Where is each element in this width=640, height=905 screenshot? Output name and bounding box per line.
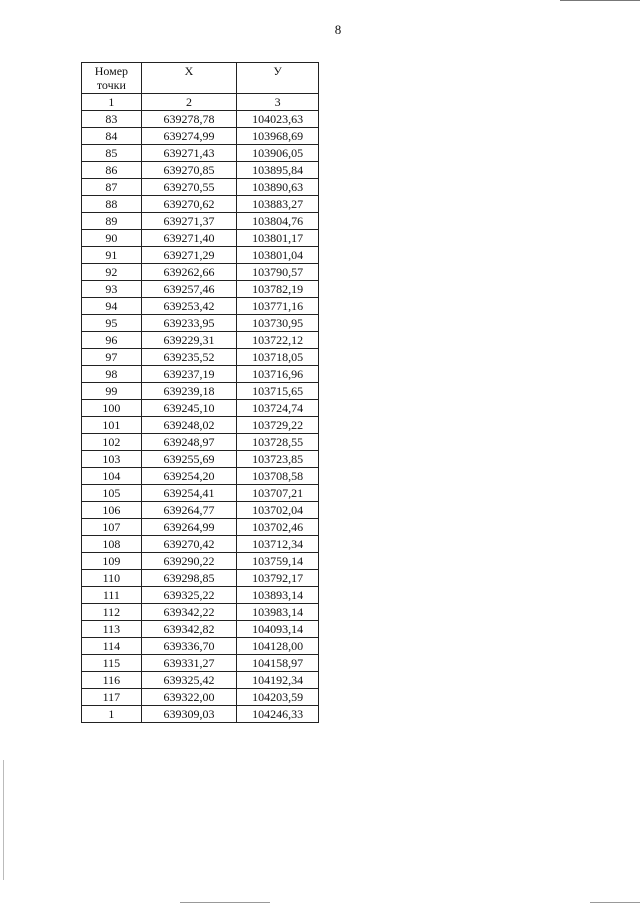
table-row: [82, 417, 319, 434]
table-row: [82, 349, 319, 366]
cell-y: 103730,95: [237, 315, 319, 332]
table-row: [82, 451, 319, 468]
top-edge-rule: [560, 0, 640, 1]
cell-point-number: 95: [82, 315, 142, 332]
cell-x: 639254,41: [141, 485, 237, 502]
cell-point-number: 104: [82, 468, 142, 485]
cell-x: 639257,46: [141, 281, 237, 298]
cell-x: 639248,97: [141, 434, 237, 451]
cell-y: 103708,58: [237, 468, 319, 485]
cell-y: 103895,84: [237, 162, 319, 179]
table-row: [82, 264, 319, 281]
cell-point-number: 87: [82, 179, 142, 196]
cell-point-number: 83: [82, 111, 142, 128]
page-number: 8: [334, 22, 342, 37]
table-row: [82, 111, 319, 128]
cell-y: 103804,76: [237, 213, 319, 230]
cell-x: 639248,02: [141, 417, 237, 434]
cell-point-number: 111: [82, 587, 142, 604]
table-row: [82, 366, 319, 383]
cell-y: 103715,65: [237, 383, 319, 400]
cell-point-number: 94: [82, 298, 142, 315]
cell-x: 639264,77: [141, 502, 237, 519]
cell-point-number: 88: [82, 196, 142, 213]
cell-point-number: 110: [82, 570, 142, 587]
cell-y: 103883,27: [237, 196, 319, 213]
cell-y: 103782,19: [237, 281, 319, 298]
cell-point-number: 91: [82, 247, 142, 264]
cell-y: 104192,34: [237, 672, 319, 689]
cell-x: 639270,85: [141, 162, 237, 179]
table-row: [82, 689, 319, 706]
cell-y: 103707,21: [237, 485, 319, 502]
cell-x: 639298,85: [141, 570, 237, 587]
cell-x: 639325,22: [141, 587, 237, 604]
cell-y: 103712,34: [237, 536, 319, 553]
cell-x: 639253,42: [141, 298, 237, 315]
cell-x: 639270,62: [141, 196, 237, 213]
cell-y: 104093,14: [237, 621, 319, 638]
cell-point-number: 105: [82, 485, 142, 502]
table-row: [82, 230, 319, 247]
cell-point-number: 90: [82, 230, 142, 247]
table-row: [82, 638, 319, 655]
table-row: [82, 383, 319, 400]
table-row: [82, 468, 319, 485]
cell-point-number: 99: [82, 383, 142, 400]
cell-point-number: 108: [82, 536, 142, 553]
cell-point-number: 92: [82, 264, 142, 281]
cell-point-number: 85: [82, 145, 142, 162]
table-row: [82, 247, 319, 264]
coordinates-table: [81, 62, 319, 723]
cell-point-number: 97: [82, 349, 142, 366]
cell-x: 639278,78: [141, 111, 237, 128]
cell-x: 639235,52: [141, 349, 237, 366]
cell-y: 103716,96: [237, 366, 319, 383]
bottom-edge-mark: [180, 902, 270, 903]
header-point-number: Номер точки: [82, 63, 142, 94]
table-row: [82, 485, 319, 502]
table-index-row: [82, 94, 319, 111]
cell-x: 639342,22: [141, 604, 237, 621]
cell-x: 639290,22: [141, 553, 237, 570]
cell-x: 639262,66: [141, 264, 237, 281]
cell-y: 103728,55: [237, 434, 319, 451]
table-row: [82, 604, 319, 621]
cell-point-number: 89: [82, 213, 142, 230]
cell-y: 104128,00: [237, 638, 319, 655]
cell-point-number: 84: [82, 128, 142, 145]
cell-point-number: 116: [82, 672, 142, 689]
table-row: [82, 519, 319, 536]
cell-point-number: 96: [82, 332, 142, 349]
cell-x: 639237,19: [141, 366, 237, 383]
table-row: [82, 502, 319, 519]
cell-point-number: 107: [82, 519, 142, 536]
table-row: [82, 128, 319, 145]
cell-x: 639342,82: [141, 621, 237, 638]
header-y: У: [237, 63, 319, 94]
cell-y: 103893,14: [237, 587, 319, 604]
cell-point-number: 100: [82, 400, 142, 417]
bottom-edge-mark-right: [590, 902, 640, 903]
cell-x: 639271,37: [141, 213, 237, 230]
cell-y: 103968,69: [237, 128, 319, 145]
cell-point-number: 98: [82, 366, 142, 383]
table-row: [82, 434, 319, 451]
cell-y: 103790,57: [237, 264, 319, 281]
table-row: [82, 672, 319, 689]
table-row: [82, 655, 319, 672]
cell-y: 104203,59: [237, 689, 319, 706]
cell-y: 103702,46: [237, 519, 319, 536]
cell-x: 639233,95: [141, 315, 237, 332]
table-row: [82, 281, 319, 298]
cell-x: 639325,42: [141, 672, 237, 689]
cell-y: 103801,04: [237, 247, 319, 264]
table-row: [82, 179, 319, 196]
cell-y: 103729,22: [237, 417, 319, 434]
cell-y: 103759,14: [237, 553, 319, 570]
table-row: [82, 400, 319, 417]
table-row: [82, 706, 319, 723]
table-row: [82, 213, 319, 230]
cell-y: 103771,16: [237, 298, 319, 315]
cell-x: 639245,10: [141, 400, 237, 417]
cell-point-number: 117: [82, 689, 142, 706]
cell-point-number: 115: [82, 655, 142, 672]
cell-y: 103890,63: [237, 179, 319, 196]
header-x: X: [141, 63, 237, 94]
cell-y: 103702,04: [237, 502, 319, 519]
table-row: [82, 587, 319, 604]
cell-x: 639271,29: [141, 247, 237, 264]
cell-y: 103724,74: [237, 400, 319, 417]
cell-x: 639271,40: [141, 230, 237, 247]
table-body: [82, 111, 319, 723]
index-col-2: 2: [141, 94, 237, 111]
cell-y: 104158,97: [237, 655, 319, 672]
cell-y: 103718,05: [237, 349, 319, 366]
cell-x: 639309,03: [141, 706, 237, 723]
cell-point-number: 113: [82, 621, 142, 638]
index-col-3: 3: [237, 94, 319, 111]
cell-x: 639239,18: [141, 383, 237, 400]
table-row: [82, 536, 319, 553]
cell-y: 103792,17: [237, 570, 319, 587]
cell-y: 104246,33: [237, 706, 319, 723]
left-margin-mark: [3, 760, 4, 880]
table-row: [82, 621, 319, 638]
cell-y: 103983,14: [237, 604, 319, 621]
cell-y: 103722,12: [237, 332, 319, 349]
table-row: [82, 145, 319, 162]
cell-point-number: 106: [82, 502, 142, 519]
cell-x: 639255,69: [141, 451, 237, 468]
index-col-1: 1: [82, 94, 142, 111]
cell-point-number: 109: [82, 553, 142, 570]
table-row: [82, 553, 319, 570]
cell-point-number: 102: [82, 434, 142, 451]
cell-x: 639336,70: [141, 638, 237, 655]
cell-x: 639270,42: [141, 536, 237, 553]
cell-point-number: 101: [82, 417, 142, 434]
cell-point-number: 93: [82, 281, 142, 298]
cell-point-number: 112: [82, 604, 142, 621]
cell-point-number: 86: [82, 162, 142, 179]
cell-y: 103906,05: [237, 145, 319, 162]
cell-point-number: 114: [82, 638, 142, 655]
cell-x: 639270,55: [141, 179, 237, 196]
table-row: [82, 196, 319, 213]
table-row: [82, 162, 319, 179]
table-row: [82, 315, 319, 332]
cell-x: 639254,20: [141, 468, 237, 485]
cell-x: 639229,31: [141, 332, 237, 349]
cell-y: 104023,63: [237, 111, 319, 128]
cell-x: 639264,99: [141, 519, 237, 536]
cell-y: 103723,85: [237, 451, 319, 468]
table-row: [82, 332, 319, 349]
table-header-row: [82, 63, 319, 94]
cell-x: 639274,99: [141, 128, 237, 145]
table-row: [82, 570, 319, 587]
cell-x: 639331,27: [141, 655, 237, 672]
table-row: [82, 298, 319, 315]
cell-x: 639322,00: [141, 689, 237, 706]
cell-y: 103801,17: [237, 230, 319, 247]
cell-point-number: 103: [82, 451, 142, 468]
cell-x: 639271,43: [141, 145, 237, 162]
cell-point-number: 1: [82, 706, 142, 723]
